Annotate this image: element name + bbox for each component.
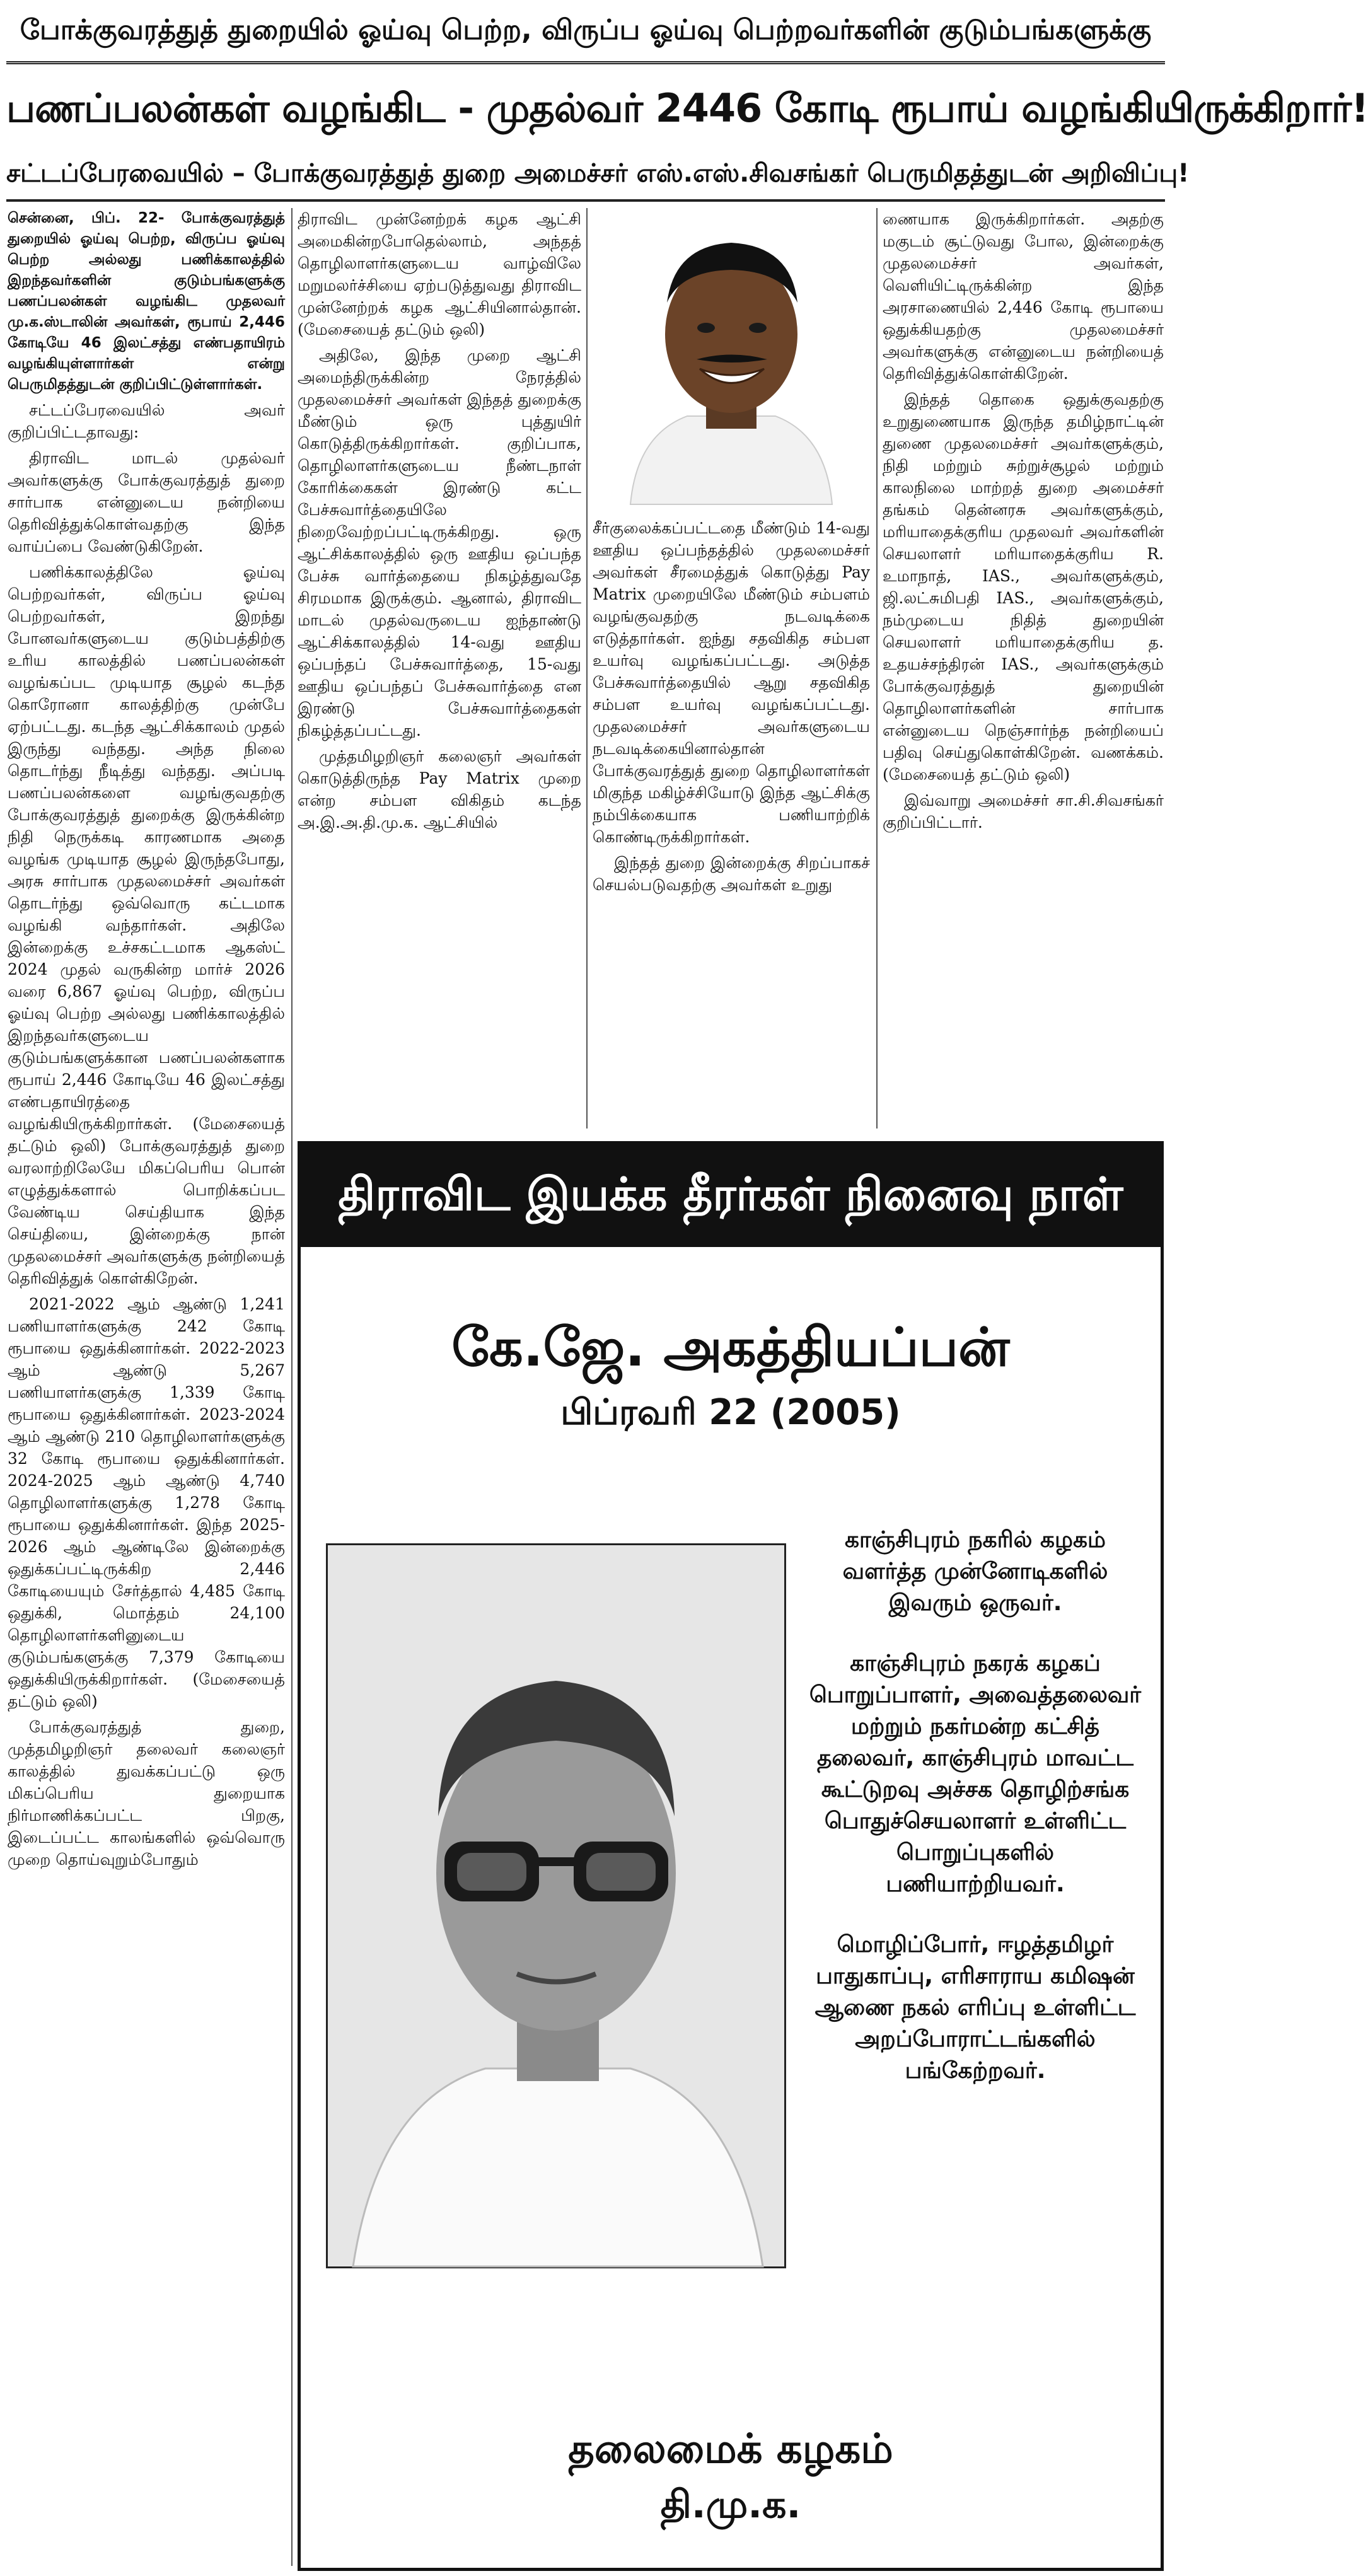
article-paragraph: போக்குவரத்துத் துறை, முத்தமிழறிஞர் தலைவர் கலைஞர் காலத்தில் துவக்கப்பட்டு ஒரு மிகப்பெரிய துறையாக நிர்மாணிக்கப்பட்ட பிறகு, இடைப்பட்ட காலங்களில் ஒவ்வொரு முறை தொய்வுறும்போதும் <box>8 1718 285 1869</box>
bio-paragraph: மொழிப்போர், ஈழத்தமிழர் பாதுகாப்பு, எரிசாராய கமிஷன் ஆணை நகல் எரிப்பு உள்ளிட்ட அறப்போராட்டங்களில் பங்கேற்றவர். <box>814 1932 1136 2084</box>
memorial-signature-line-1: தலைமைக் கழகம் <box>568 2426 893 2473</box>
article-column-3 <box>593 517 870 1128</box>
article-column-2 <box>298 208 581 1128</box>
article-paragraph: பணிக்காலத்திலே ஓய்வு பெற்றவர்கள், விருப்ப ஓய்வு பெற்றவர்கள், இறந்து போனவர்களுடைய குடும்பத்திற்கு உரிய காலத்தில் பணப்பலன்கள் வழங்கப்பட முடியாத சூழல் கடந்த கொரோனா காலத்திற்கு முன்பே ஏற்பட்டது. கடந்த ஆட்சிக்காலம் முதல் இருந்து வந்தது. அந்த நிலை தொடர்ந்து நீடித்து வந்தது. அப்படி பணப்பலன்களை வழங்குவதற்கு போக்குவரத்துத் துறைக்கு இருக்கின்ற நிதி நெருக்கடி காரணமாக அதை வழங்க முடியாத சூழல் இருந்தபோது, அரசு சார்பாக முதலமைச்சர் அவர்கள் தொடர்ந்து ஒவ்வொரு கட்டமாக வழங்கி வந்தார்கள். அதிலே இன்றைக்கு உச்சகட்டமாக ஆகஸ்ட் 2024 முதல் வருகின்ற மார்ச் 2026 வரை 6,867 ஓய்வு பெற்ற, விருப்ப ஓய்வு பெற்ற அல்லது பணிக்காலத்தில் இறந்தவர்களுடைய குடும்பங்களுக்கான பணப்பலன்களாக ரூபாய் 2,446 கோடியே 46 இலட்சத்து எண்பதாயிரத்தை வழங்கியிருக்கிறார்கள். (மேசையைத் தட்டும் ஒலி) போக்குவரத்துத் துறை வரலாற்றிலேயே மிகப்பெரிய பொன் எழுத்துக்களால் பொறிக்கப்பட வேண்டிய செய்தியாக இந்த செய்தியை, இன்றைக்கு நான் முதலமைச்சர் அவர்களுக்கு நன்றியைத் தெரிவித்துக் கொள்கிறேன். <box>8 563 285 1287</box>
memorial-date: பிப்ரவரி 22 (2005) <box>560 1392 901 1433</box>
memorial-advertisement <box>298 1247 1164 2571</box>
article-intro: சென்னை, பிப். 22- போக்குவரத்துத் துறையில் ஓய்வு பெற்ற, விருப்ப ஓய்வு பெற்ற அல்லது பணிக்காலத்தில் இறந்தவர்களின் குடும்பங்களுக்கு பணப்பலன்கள் வழங்கிட முதலவர் மு.க.ஸ்டாலின் அவர்கள், ரூபாய் 2,446 கோடியே 46 இலட்சத்து எண்பதாயிரம் வழங்கியுள்ளார்கள் என்று பெருமிதத்துடன் குறிப்பிட்டுள்ளார்கள். <box>8 210 285 393</box>
main-headline: பணப்பலன்கள் வழங்கிட - முதல்வர் 2446 கோடி ரூபாய் வழங்கியிருக்கிறார்! <box>6 85 1368 131</box>
article-paragraph: இந்தத் தொகை ஒதுக்குவதற்கு உறுதுணையாக இருந்த தமிழ்நாட்டின் துணை முதலமைச்சர் அவர்களுக்கும், நிதி மற்றும் சுற்றுச்சூழல் மற்றும் காலநிலை மாற்றத் துறை அமைச்சர் தங்கம் தென்னரசு அவர்களுக்கும், மரியாதைக்குரிய முதலவர் அவர்களின் செயலாளர் மரியாதைக்குரிய R. உமாநாத், IAS., அவர்களுக்கும், ஜி.லட்சுமிபதி IAS., அவர்களுக்கும், நம்முடைய நிதித் துறையின் செயலாளர் மரியாதைக்குரிய த. உதயச்சந்திரன் IAS., அவர்களுக்கும் போக்குவரத்துத் துறையின் தொழிலாளர்களின் சார்பாக என்னுடைய நெஞ்சார்ந்த நன்றியைப் பதிவு செய்துகொள்கிறேன். வணக்கம். (மேசையைத் தட்டும் ஒலி) <box>883 390 1164 784</box>
memorial-name: கே.ஜே. அகத்தியப்பன் <box>451 1316 1010 1378</box>
column-divider <box>586 208 588 1128</box>
column-divider <box>291 208 293 2566</box>
bio-paragraph: காஞ்சிபுரம் நகரில் கழகம் வளர்த்த முன்னோடிகளில் இவரும் ஒருவர். <box>842 1527 1108 1616</box>
bio-paragraph: காஞ்சிபுரம் நகரக் கழகப் பொறுப்பாளர், அவைத்தலைவர் மற்றும் நகர்மன்ற கட்சித் தலைவர், காஞ்சிபுரம் மாவட்ட கூட்டுறவு அச்சக தொழிற்சங்க பொதுச்செயலாளர் உள்ளிட்ட பொறுப்புகளில் பணியாற்றியவர். <box>809 1651 1142 1897</box>
article-paragraph: ணையாக இருக்கிறார்கள். அதற்கு மகுடம் சூட்டுவது போல, இன்றைக்கு முதலமைச்சர் அவர்கள், வெளியிட்டிருக்கின்ற இந்த அரசாணையில் 2,446 கோடி ரூபாயை ஒதுக்கியதற்கு முதலமைச்சர் அவர்களுக்கு என்னுடைய நன்றியைத் தெரிவித்துக்கொள்கிறேன். <box>883 210 1164 383</box>
article-paragraph: இந்தத் துறை இன்றைக்கு சிறப்பாகச் செயல்படுவதற்கு அவர்கள் உறுது <box>593 854 870 894</box>
article-paragraph: முத்தமிழறிஞர் கலைஞர் அவர்கள் கொடுத்திருந்த Pay Matrix முறை என்ற சம்பள விகிதம் கடந்த அ.இ.அ.தி.மு.க. ஆட்சியில் <box>298 747 581 832</box>
article-paragraph: 2021-2022 ஆம் ஆண்டு 1,241 பணியாளர்களுக்கு 242 கோடி ரூபாயை ஒதுக்கினார்கள். 2022-2023 ஆம் ஆண்டு 5,267 பணியாளர்களுக்கு 1,339 கோடி ரூபாயை ஒதுக்கினார்கள். 2023-2024 ஆம் ஆண்டு 210 தொழிலாளர்களுக்கு 32 கோடி ரூபாயை ஒதுக்கினார்கள். 2024-2025 ஆம் ஆண்டு 4,740 தொழிலாளர்களுக்கு 1,278 கோடி ரூபாயை ஒதுக்கினார்கள். இந்த 2025-2026 ஆம் ஆண்டிலே இன்றைக்கு ஒதுக்கப்பட்டிருக்கிற 2,446 கோடியையும் சேர்த்தால் 4,485 கோடி ஒதுக்கி, மொத்தம் 24,100 தொழிலாளர்களினுடைய குடும்பங்களுக்கு 7,379 கோடியை ஒதுக்கியிருக்கிறார்கள். (மேசையைத் தட்டும் ஒலி) <box>8 1295 285 1710</box>
article-column-1 <box>8 208 285 2566</box>
article-paragraph: சீர்குலைக்கப்பட்டதை மீண்டும் 14-வது ஊதிய ஒப்பந்தத்தில் முதலமைச்சர் அவர்கள் சீரமைத்துக் கொடுத்து Pay Matrix முறையிலே மீண்டும் சம்பளம் வழங்குவதற்கு நடவடிக்கை எடுத்தார்கள். ஐந்து சதவிகித சம்பள உயர்வு வழங்கப்பட்டது. அடுத்த பேச்சுவார்த்தையில் ஆறு சதவிகித சம்பள உயர்வு வழங்கப்பட்டது. முதலமைச்சர் அவர்களுடைய நடவடிக்கையினால்தான் போக்குவரத்துத் துறை தொழிலாளர்கள் மிகுந்த மகிழ்ச்சியோடு இந்த ஆட்சிக்கு நம்பிக்கையாக பணியாற்றிக் கொண்டிருக்கிறார்கள். <box>593 519 870 846</box>
minister-portrait <box>593 208 870 504</box>
portrait-illustration <box>593 208 870 504</box>
article-paragraph: அதிலே, இந்த முறை ஆட்சி அமைந்திருக்கின்ற நேரத்தில் முதலமைச்சர் அவர்கள் இந்தத் துறைக்கு மீண்டும் ஒரு புத்துயிர் கொடுத்திருக்கிறார்கள். குறிப்பாக, தொழிலாளர்களுடைய நீண்டநாள் கோரிக்கைகள் இரண்டு கட்ட பேச்சுவார்த்தையிலே நிறைவேற்றப்பட்டிருக்கிறது. ஒரு ஆட்சிக்காலத்தில் ஒரு ஊதிய ஒப்பந்த பேச்சு வார்த்தையை நிகழ்த்துவதே சிரமமாக இருக்கும். ஆனால், திராவிட மாடல் முதல்வருடைய ஐந்தாண்டு ஆட்சிக்காலத்தில் 14-வது ஊதிய ஒப்பந்தப் பேச்சுவார்த்தை, 15-வது ஊதிய ஒப்பந்தப் பேச்சுவார்த்தை என இரண்டு பேச்சுவார்த்தைகள் நிகழ்த்தப்பட்டது. <box>298 346 581 740</box>
article-paragraph: திராவிட முன்னேற்றக் கழக ஆட்சி அமைகின்றபோதெல்லாம், அந்தத் தொழிலாளர்களுடைய வாழ்விலே மறுமலர்ச்சியை ஏற்படுத்துவது திராவிட முன்னேற்றக் கழக ஆட்சியினால்தான். (மேசையைத் தட்டும் ஒலி) <box>298 210 581 339</box>
sub-headline: சட்டப்பேரவையில் – போக்குவரத்துத் துறை அமைச்சர் எஸ்.எஸ்.சிவசங்கர் பெருமிதத்துடன் அறிவிப்பு! <box>6 149 1165 202</box>
memorial-banner: திராவிட இயக்க தீரர்கள் நினைவு நாள் <box>298 1141 1164 1247</box>
kicker-headline: போக்குவரத்துத் துறையில் ஓய்வு பெற்ற, விருப்ப ஓய்வு பெற்றவர்களின் குடும்பங்களுக்கு <box>6 4 1165 64</box>
memorial-photo <box>326 1543 786 2268</box>
memorial-signature-line-2: தி.மு.க. <box>660 2483 801 2527</box>
article-column-4 <box>883 208 1164 1128</box>
article-paragraph: இவ்வாறு அமைச்சர் சா.சி.சிவசங்கர் குறிப்பிட்டார். <box>883 791 1164 832</box>
memorial-portrait-illustration <box>328 1545 784 2266</box>
column-divider <box>876 208 878 1128</box>
article-paragraph: சட்டப்பேரவையில் அவர் குறிப்பிட்டதாவது: <box>8 401 285 441</box>
memorial-bio <box>805 1524 1145 2116</box>
article-paragraph: திராவிட மாடல் முதல்வர் அவர்களுக்கு போக்குவரத்துத் துறை சார்பாக என்னுடைய நன்றியை தெரிவித்துக்கொள்வதற்கு இந்த வாய்ப்பை வேண்டுகிறேன். <box>8 449 285 555</box>
